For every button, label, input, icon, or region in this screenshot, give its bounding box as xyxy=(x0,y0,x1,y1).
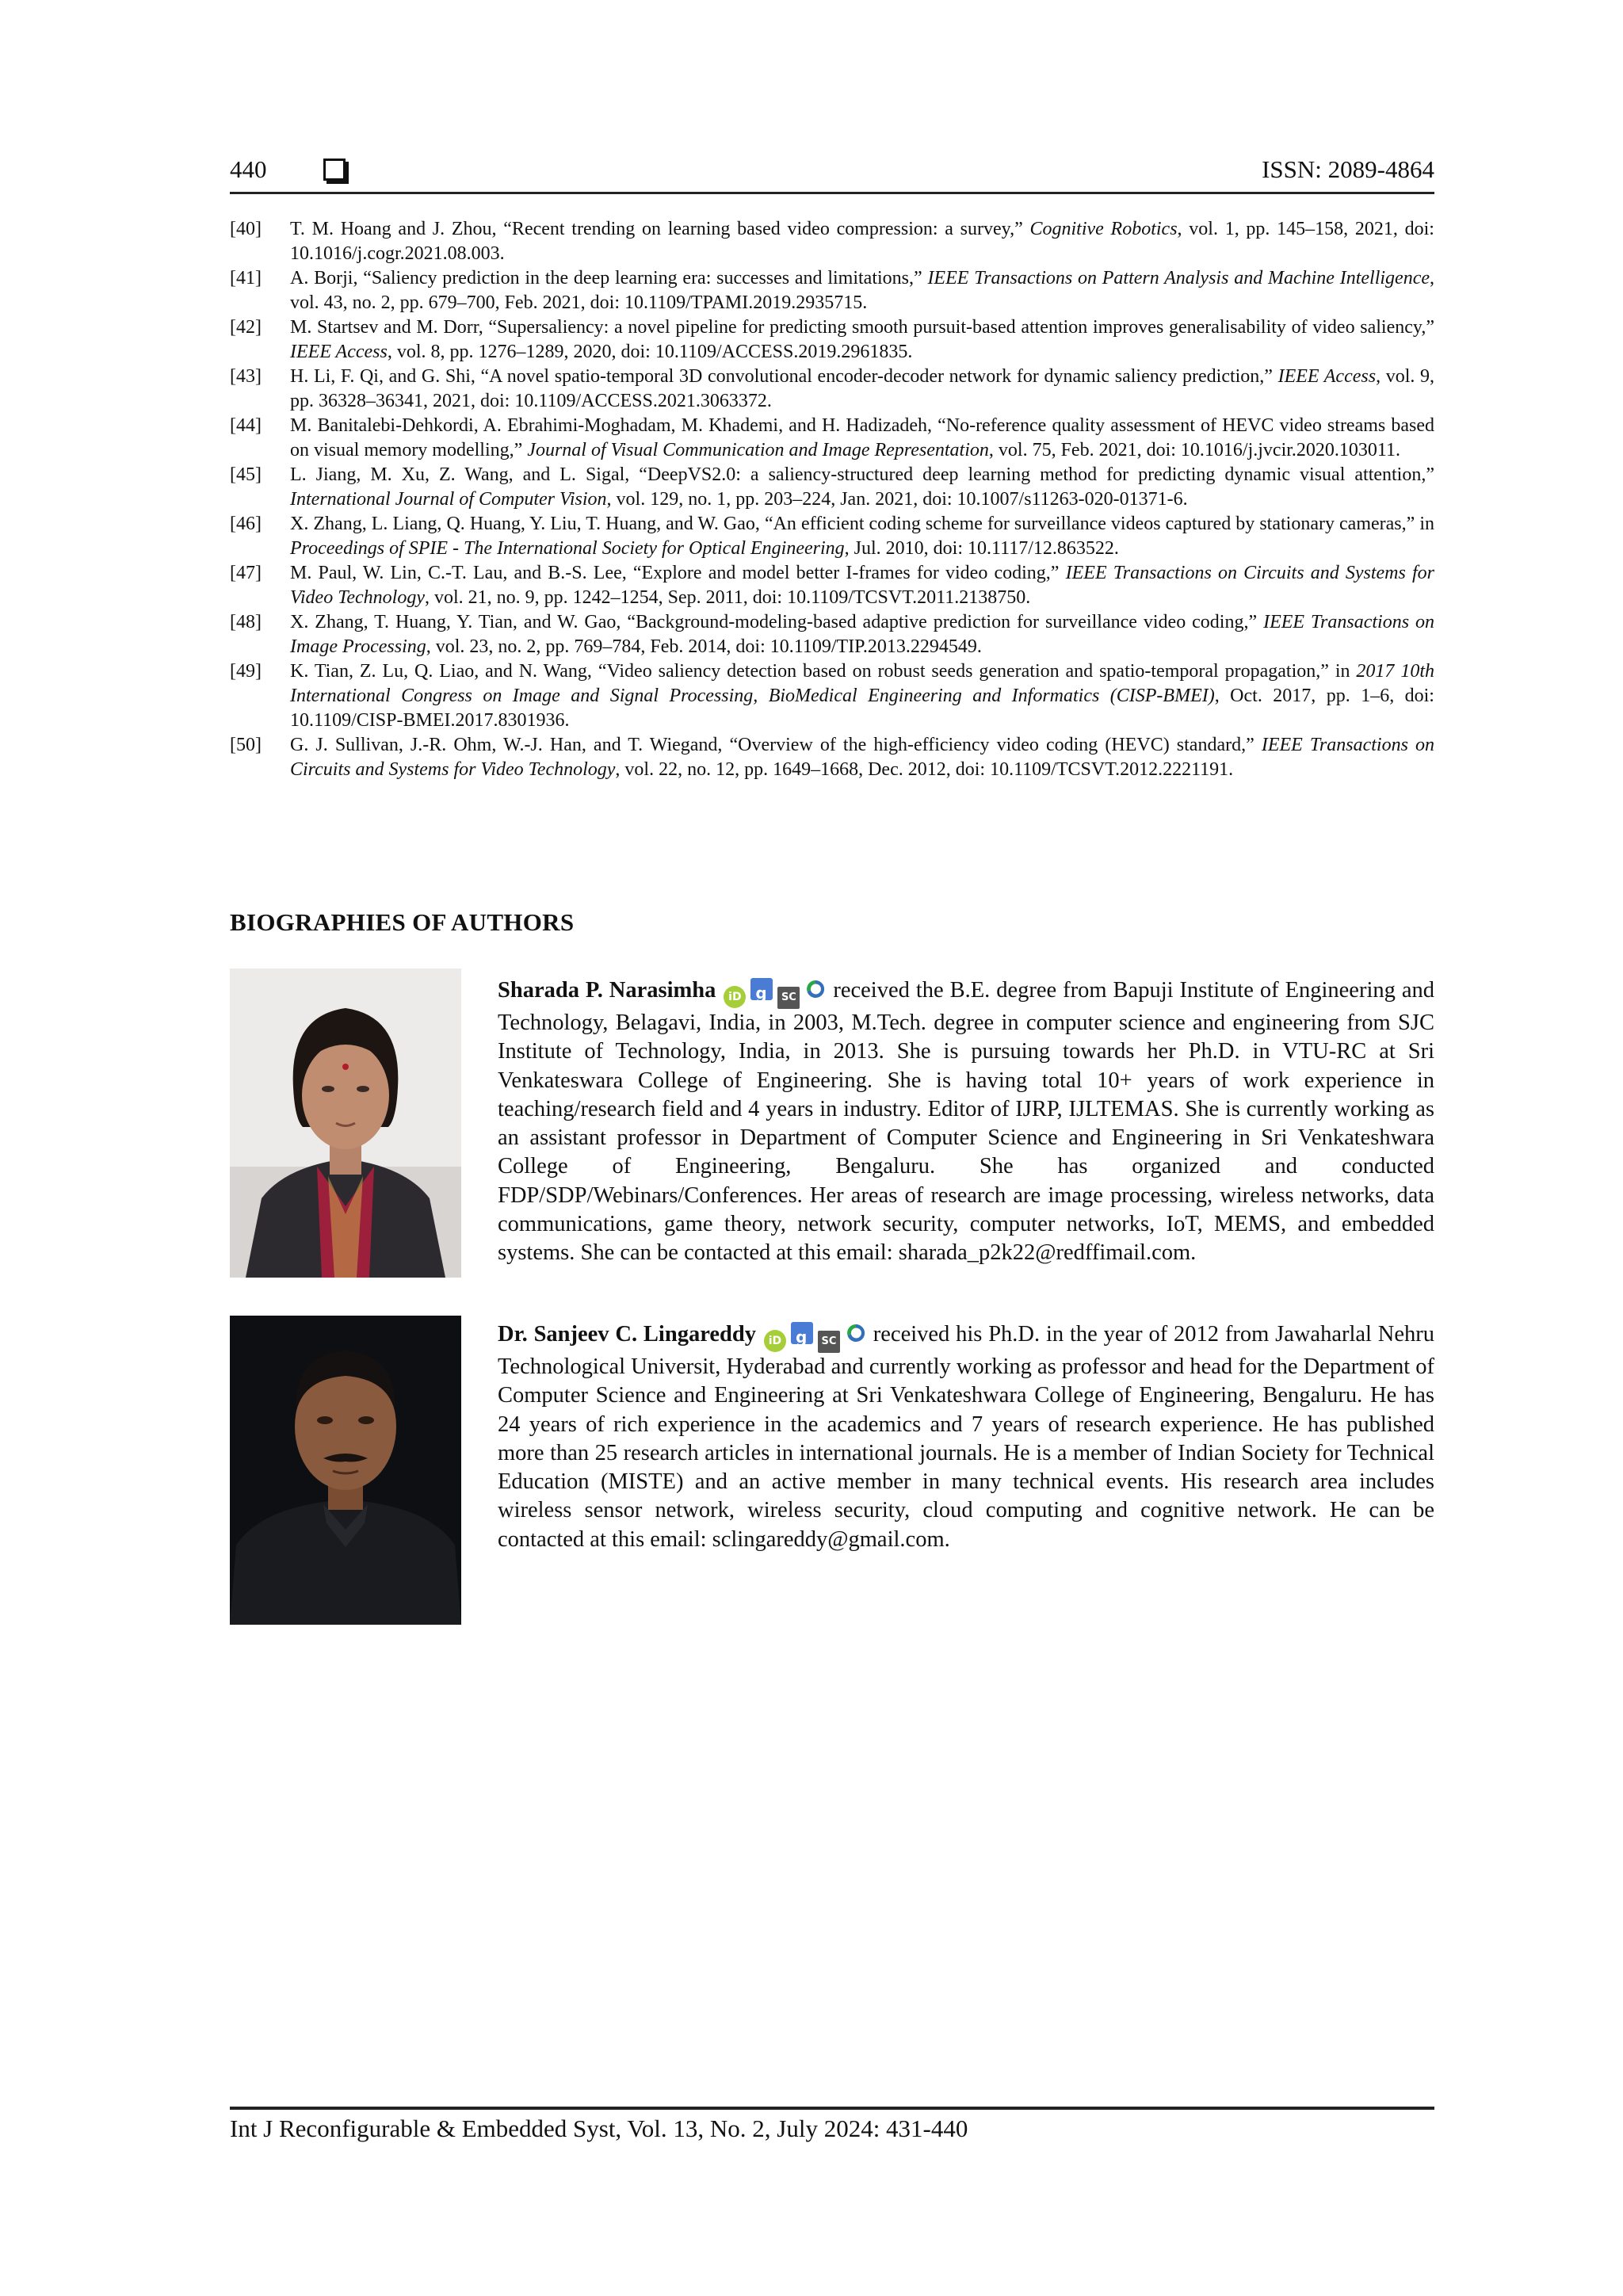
reference-text: L. Jiang, M. Xu, Z. Wang, and L. Sigal, “DeepVS2.0: a saliency-structured deep learning method for predicting dynamic visual attention,” International Journal of Computer Vision, vol. 129, no. 1, pp. 203–224, Jan. 2021, doi: 10.1007/s11263-020-01371-6. xyxy=(290,464,1434,510)
reference-item xyxy=(230,217,1434,266)
biography-text: received the B.E. degree from Bapuji Institute of Engineering and Technology, Belagavi, India, in 2003, M.Tech. degree in computer science and engineering from SJC Institute of Technology, India, in 2013. She is pursuing towards her Ph.D. in VTU-RC at Sri Venkateswara College of Engineering. She is having total 10+ years of work experience in teaching/research field and 4 years in industry. Editor of IJRP, IJLTEMAS. She is currently working as an assistant professor in Department of Computer Science and Engineering in Sri Venkateshwara College of Engineering, Bengaluru. She has organized and conducted FDP/SDP/Webinars/Conferences. Her areas of research are image processing, wireless networks, data communications, game theory, network security, computer networks, IoT, MEMS, and embedded systems. She can be contacted at this email: sharada_p2k22@redffimail.com. xyxy=(498,978,1434,1266)
footer-citation: Int J Reconfigurable & Embedded Syst, Vol. 13, No. 2, July 2024: 431-440 xyxy=(230,2115,968,2142)
reference-item xyxy=(230,463,1434,512)
reference-number: [48] xyxy=(230,612,262,632)
reference-number: [47] xyxy=(230,563,262,583)
reference-number: [49] xyxy=(230,661,262,682)
reference-item xyxy=(230,266,1434,315)
footer-rule xyxy=(230,2107,1434,2110)
page-number: 440 xyxy=(230,155,267,183)
google-scholar-icon[interactable]: g xyxy=(750,978,773,1000)
scopus-icon[interactable]: SC xyxy=(777,987,800,1009)
author-biography xyxy=(498,976,1434,1268)
reference-text: X. Zhang, L. Liang, Q. Huang, Y. Liu, T. Huang, and W. Gao, “An efficient coding scheme for surveillance videos captured by stationary cameras,” in Proceedings of SPIE - The International Society for Optical Engineering, Jul. 2010, doi: 10.1117/12.863522. xyxy=(290,514,1434,559)
reference-text: T. M. Hoang and J. Zhou, “Recent trending on learning based video compression: a survey,” Cognitive Robotics, vol. 1, pp. 145–158, 2021, doi: 10.1016/j.cogr.2021.08.003. xyxy=(290,219,1434,264)
reference-number: [41] xyxy=(230,268,262,288)
reference-item xyxy=(230,659,1434,733)
scopus-icon[interactable]: SC xyxy=(818,1331,840,1353)
publons-icon[interactable] xyxy=(804,978,827,1000)
orcid-icon[interactable]: iD xyxy=(724,986,746,1008)
reference-item xyxy=(230,561,1434,610)
biography-text: received his Ph.D. in the year of 2012 from Jawaharlal Nehru Technological Universit, Hyderabad and currently working as professor and head for the Department of Computer Science and Engineering at Sri Venkateshwara College of Engineering, Bengaluru. He has 24 years of rich experience in the academics and 7 years of research experience. He has published more than 25 research articles in international journals. He is a member of Indian Society for Technical Education (MISTE) and an active member in many technical events. His research area includes wireless sensor network, wireless security, cloud computing and cognitive network. He can be contacted at this email: sclingareddy@gmail.com. xyxy=(498,1322,1435,1552)
google-scholar-icon[interactable]: g xyxy=(791,1322,813,1344)
reference-item xyxy=(230,512,1434,561)
reference-item xyxy=(230,414,1434,463)
reference-text: X. Zhang, T. Huang, Y. Tian, and W. Gao, “Background-modeling-based adaptive prediction for surveillance video coding,” IEEE Transactions on Image Processing, vol. 23, no. 2, pp. 769–784, Feb. 2014, doi: 10.1109/TIP.2013.2294549. xyxy=(290,612,1434,657)
reference-item xyxy=(230,610,1434,659)
reference-number: [46] xyxy=(230,514,262,534)
reference-item xyxy=(230,315,1434,365)
author-photo xyxy=(230,968,461,1278)
reference-text: A. Borji, “Saliency prediction in the deep learning era: successes and limitations,” IEEE Transactions on Pattern Analysis and Machine Intelligence, vol. 43, no. 2, pp. 679–700, Feb. 2021, doi: 10.1109/TPAMI.2019.2935715. xyxy=(290,268,1435,313)
reference-list xyxy=(230,217,1434,782)
author-biography xyxy=(498,1320,1434,1554)
author-name: Dr. Sanjeev C. Lingareddy xyxy=(498,1322,756,1347)
reference-text: H. Li, F. Qi, and G. Shi, “A novel spatio-temporal 3D convolutional encoder-decoder network for dynamic saliency prediction,” IEEE Access, vol. 9, pp. 36328–36341, 2021, doi: 10.1109/ACCESS.2021.3063372. xyxy=(290,366,1434,411)
reference-text: M. Paul, W. Lin, C.-T. Lau, and B.-S. Lee, “Explore and model better I-frames for video coding,” IEEE Transactions on Circuits and Systems for Video Technology, vol. 21, no. 9, pp. 1242–1254, Sep. 2011, doi: 10.1109/TCSVT.2011.2138750. xyxy=(290,563,1435,608)
orcid-icon[interactable]: iD xyxy=(764,1330,786,1352)
square-bullet-icon xyxy=(323,159,346,181)
publons-icon[interactable] xyxy=(845,1322,867,1344)
reference-text: K. Tian, Z. Lu, Q. Liao, and N. Wang, “Video saliency detection based on robust seeds generation and spatio-temporal propagation,” in 2017 10th International Congress on Image and Signal Processing, BioMedical Engineering and Informatics (CISP-BMEI), Oct. 2017, pp. 1–6, doi: 10.1109/CISP-BMEI.2017.8301936. xyxy=(290,661,1435,731)
reference-number: [43] xyxy=(230,366,262,387)
reference-text: G. J. Sullivan, J.-R. Ohm, W.-J. Han, and T. Wiegand, “Overview of the high-efficiency video coding (HEVC) standard,” IEEE Transactions on Circuits and Systems for Video Technology, vol. 22, no. 12, pp. 1649–1668, Dec. 2012, doi: 10.1109/TCSVT.2012.2221191. xyxy=(290,735,1434,780)
author-photo xyxy=(230,1316,461,1625)
page-header xyxy=(230,151,1434,194)
reference-number: [42] xyxy=(230,317,262,338)
author-name: Sharada P. Narasimha xyxy=(498,978,716,1003)
reference-item xyxy=(230,365,1434,414)
reference-item xyxy=(230,733,1434,782)
issn-label: ISSN: 2089-4864 xyxy=(1262,155,1434,183)
reference-text: M. Startsev and M. Dorr, “Supersaliency: a novel pipeline for predicting smooth pursuit-based attention improves generalisability of video saliency,” IEEE Access, vol. 8, pp. 1276–1289, 2020, doi: 10.1109/ACCESS.2019.2961835. xyxy=(290,317,1434,362)
section-title: BIOGRAPHIES OF AUTHORS xyxy=(230,908,575,936)
reference-text: M. Banitalebi-Dehkordi, A. Ebrahimi-Moghadam, M. Khademi, and H. Hadizadeh, “No-reference quality assessment of HEVC video streams based on visual memory modelling,” Journal of Visual Communication and Image Representation, vol. 75, Feb. 2021, doi: 10.1016/j.jvcir.2020.103011. xyxy=(290,415,1434,460)
reference-number: [44] xyxy=(230,415,262,436)
reference-number: [50] xyxy=(230,735,262,755)
reference-number: [40] xyxy=(230,219,262,239)
reference-number: [45] xyxy=(230,464,262,485)
